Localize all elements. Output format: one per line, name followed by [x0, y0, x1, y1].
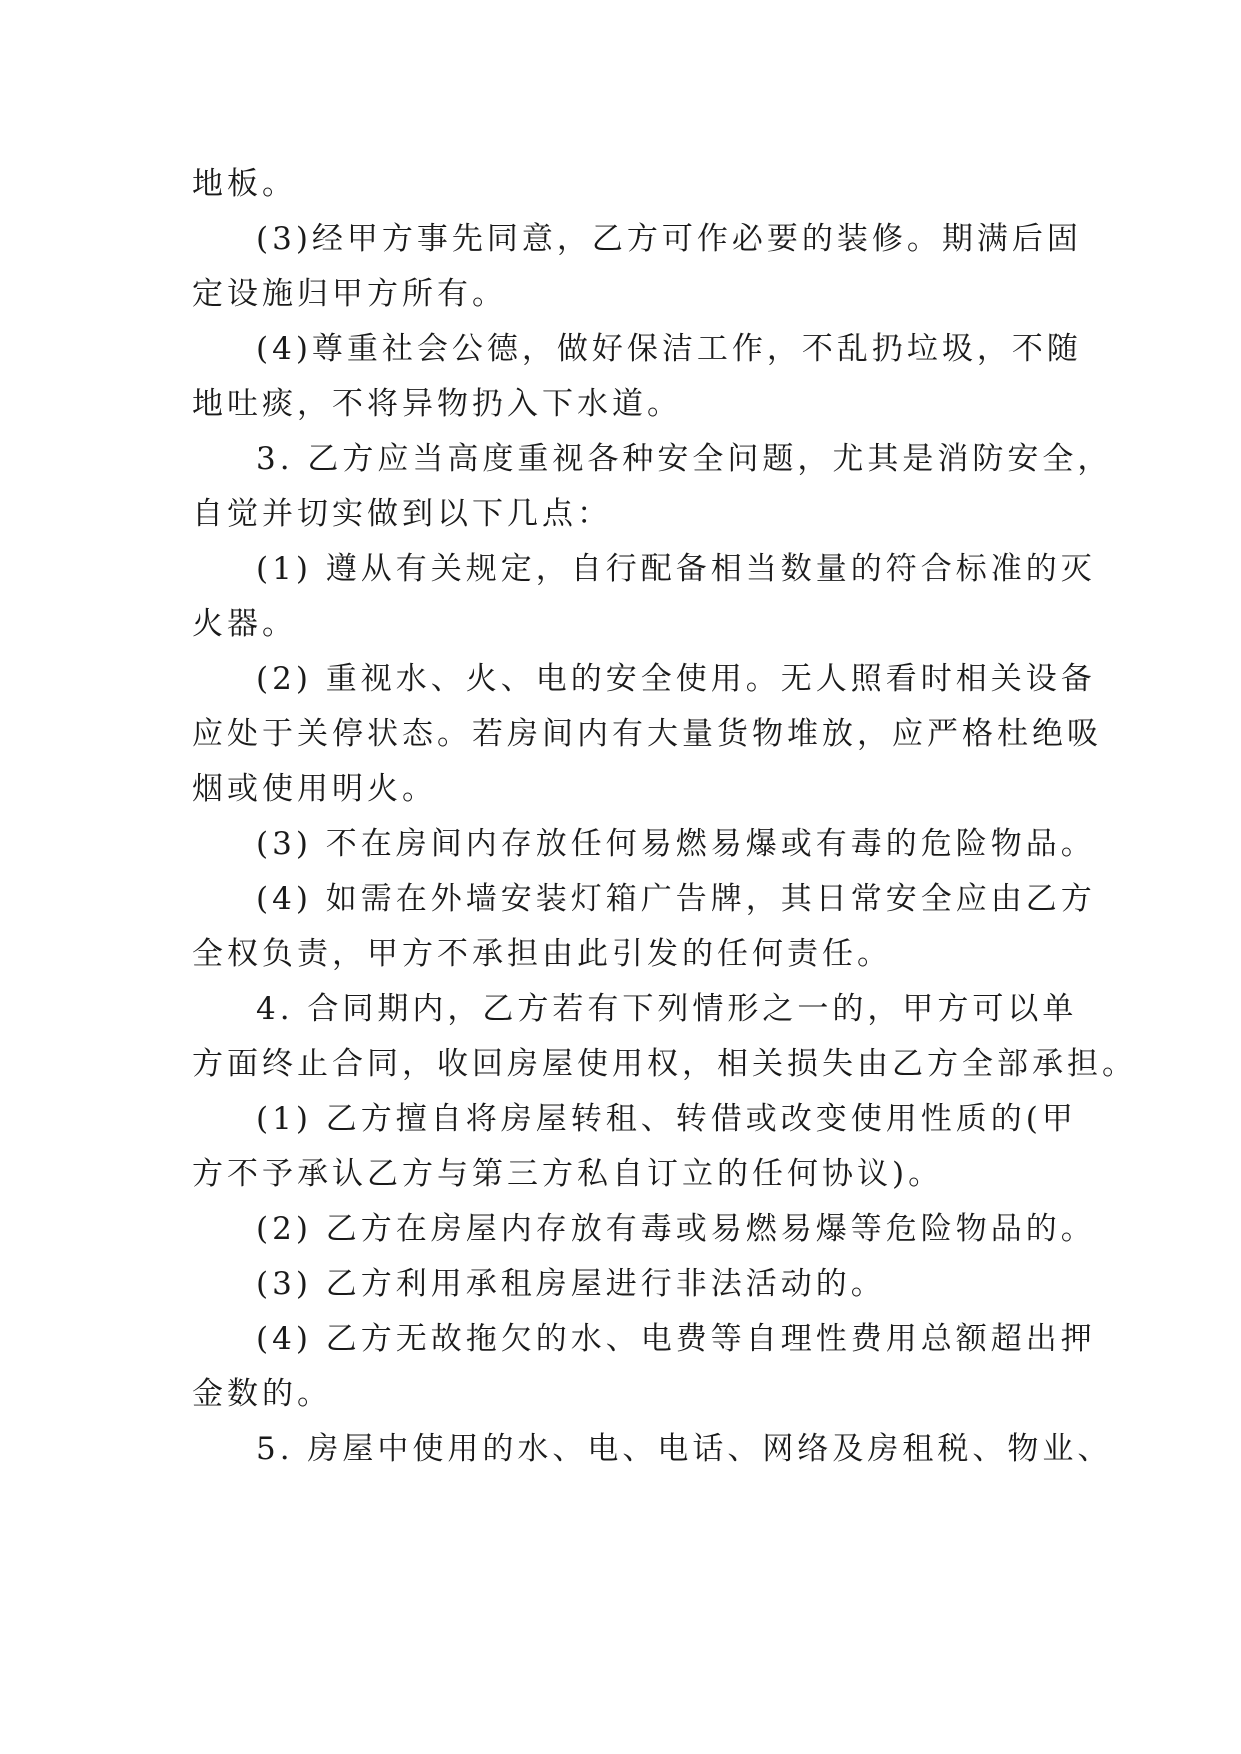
text-line: 方不予承认乙方与第三方私自订立的任何协议)。	[192, 1156, 944, 1192]
text-line: 3. 乙方应当高度重视各种安全问题，尤其是消防安全，	[256, 441, 1113, 477]
text-line: 金数的。	[192, 1376, 332, 1412]
document-body	[192, 157, 1137, 1477]
text-line: (1) 乙方擅自将房屋转租、转借或改变使用性质的(甲	[256, 1101, 1077, 1137]
text-line: 全权负责，甲方不承担由此引发的任何责任。	[192, 936, 892, 972]
text-line: (2) 重视水、火、电的安全使用。无人照看时相关设备	[256, 661, 1096, 697]
text-line: 方面终止合同，收回房屋使用权，相关损失由乙方全部承担。	[192, 1046, 1137, 1082]
text-line: (4) 乙方无故拖欠的水、电费等自理性费用总额超出押	[256, 1321, 1096, 1357]
text-line: (2) 乙方在房屋内存放有毒或易燃易爆等危险物品的。	[256, 1211, 1096, 1247]
text-line: (4) 如需在外墙安装灯箱广告牌，其日常安全应由乙方	[256, 881, 1096, 917]
text-line: 火器。	[192, 606, 297, 642]
text-line: (3)经甲方事先同意，乙方可作必要的装修。期满后固	[256, 221, 1082, 257]
text-line: (3) 不在房间内存放任何易燃易爆或有毒的危险物品。	[256, 826, 1096, 862]
text-line: 地板。	[192, 166, 297, 202]
text-line: 地吐痰，不将异物扔入下水道。	[192, 386, 682, 422]
text-line: 4. 合同期内，乙方若有下列情形之一的，甲方可以单	[256, 991, 1078, 1027]
text-line: 定设施归甲方所有。	[192, 276, 507, 312]
text-line: 5. 房屋中使用的水、电、电话、网络及房租税、物业、	[256, 1431, 1113, 1467]
text-line: (3) 乙方利用承租房屋进行非法活动的。	[256, 1266, 886, 1302]
text-line: 应处于关停状态。若房间内有大量货物堆放，应严格杜绝吸	[192, 716, 1102, 752]
text-line: (4)尊重社会公德，做好保洁工作，不乱扔垃圾，不随	[256, 331, 1082, 367]
text-line: 烟或使用明火。	[192, 771, 437, 807]
text-line: (1) 遵从有关规定，自行配备相当数量的符合标准的灭	[256, 551, 1096, 587]
text-line: 自觉并切实做到以下几点：	[192, 496, 612, 532]
